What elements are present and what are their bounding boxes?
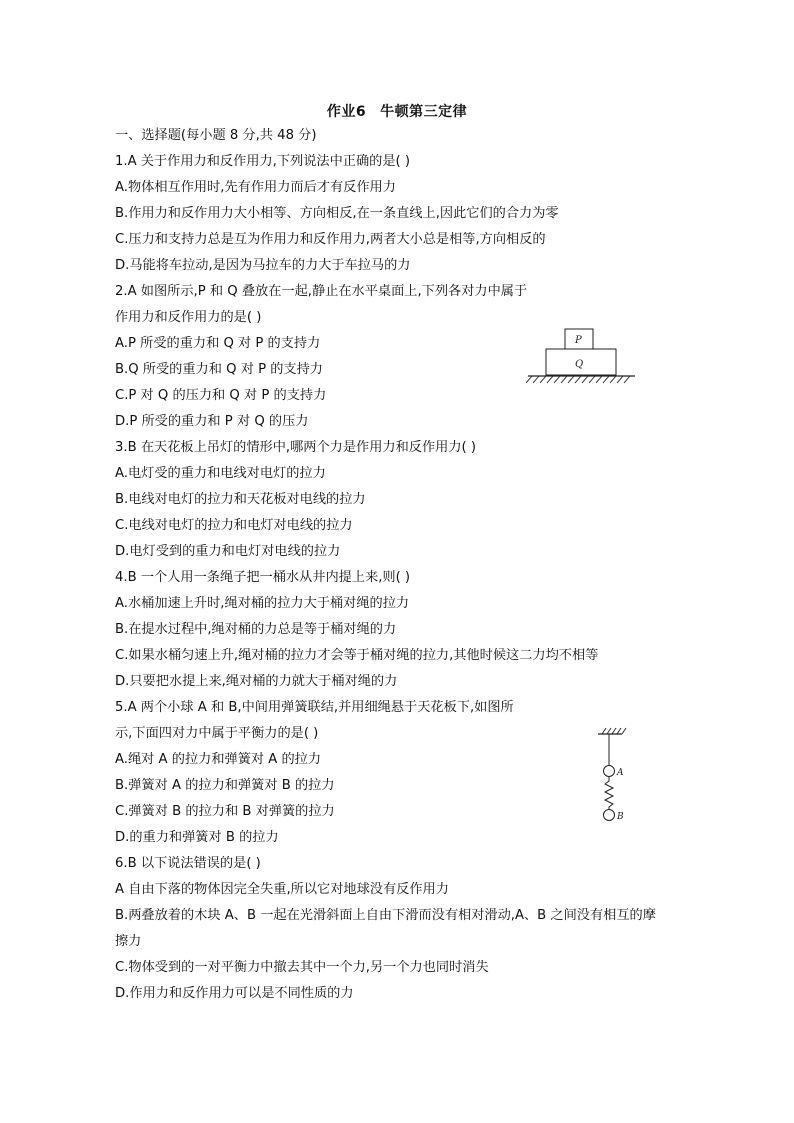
question-2-option-a: A.P 所受的重力和 Q 对 P 的支持力	[115, 336, 321, 351]
question-4-option-c: C.如果水桶匀速上升,绳对桶的拉力才会等于桶对绳的拉力,其他时候这二力均不相等	[115, 648, 599, 663]
question-2-option-c: C.P 对 Q 的压力和 Q 对 P 的支持力	[115, 388, 327, 403]
question-4-option-a: A.水桶加速上升时,绳对桶的拉力大于桶对绳的拉力	[115, 596, 410, 611]
question-5-stem-cont: 示,下面四对力中属于平衡力的是( )	[115, 726, 319, 741]
question-5-option-a: A.绳对 A 的拉力和弹簧对 A 的拉力	[115, 752, 322, 767]
question-6-stem: 6.B 以下说法错误的是( )	[115, 856, 261, 871]
question-5-option-c: C.弹簧对 B 的拉力和 B 对弹簧的拉力	[115, 804, 335, 819]
ball-a	[604, 766, 615, 777]
hatch-line	[602, 728, 606, 734]
question-3-option-a: A.电灯受的重力和电线对电灯的拉力	[115, 466, 326, 481]
page-title	[0, 101, 794, 121]
hatch-line	[617, 376, 623, 383]
question-2-option-b: B.Q 所受的重力和 Q 对 P 的支持力	[115, 362, 323, 377]
block-q-label: Q	[575, 359, 584, 370]
title-topic: 牛顿第三定律	[380, 104, 468, 120]
question-5-option-d: D.的重力和弹簧对 B 的拉力	[115, 830, 279, 845]
figure-hanging-balls	[594, 726, 634, 826]
hatch-line	[596, 376, 602, 383]
title-homework-number: 作业6	[326, 104, 367, 120]
question-1-option-c: C.压力和支持力总是互为作用力和反作用力,两者大小总是相等,方向相反的	[115, 232, 546, 247]
question-4-stem: 4.B 一个人用一条绳子把一桶水从井内提上来,则( )	[115, 570, 411, 585]
question-2-option-d: D.P 所受的重力和 P 对 Q 的压力	[115, 414, 309, 429]
question-1-option-a: A.物体相互作用时,先有作用力而后才有反作用力	[115, 180, 396, 195]
figure-stacked-blocks	[524, 326, 638, 386]
question-4-option-b: B.在提水过程中,绳对桶的力总是等于桶对绳的力	[115, 622, 397, 637]
hatch-line	[610, 376, 616, 383]
hatch-line	[622, 728, 626, 734]
question-3-option-b: B.电线对电灯的拉力和天花板对电线的拉力	[115, 492, 366, 507]
hatch-line	[533, 376, 539, 383]
question-6-option-b: B.两叠放着的木块 A、B 一起在光滑斜面上自由下滑而没有相对滑动,A、B 之间没有相互的摩	[115, 908, 656, 923]
question-6-option-b-cont: 擦力	[115, 934, 142, 949]
hatch-line	[540, 376, 546, 383]
question-5-stem: 5.A 两个小球 A 和 B,中间用弹簧联结,并用细绳悬于天花板下,如图所	[115, 700, 514, 715]
hatch-line	[554, 376, 560, 383]
question-6-option-a: A 自由下落的物体因完全失重,所以它对地球没有反作用力	[115, 882, 449, 897]
ball-a-label: A	[617, 768, 624, 778]
hatch-line	[612, 728, 616, 734]
question-6-option-c: C.物体受到的一对平衡力中撤去其中一个力,另一个力也同时消失	[115, 960, 489, 975]
hatch-line	[547, 376, 553, 383]
hatch-line	[589, 376, 595, 383]
question-1-stem: 1.A 关于作用力和反作用力,下列说法中正确的是( )	[115, 154, 411, 169]
question-2-stem: 2.A 如图所示,P 和 Q 叠放在一起,静止在水平桌面上,下列各对力中属于	[115, 284, 528, 299]
question-6-option-d: D.作用力和反作用力可以是不同性质的力	[115, 986, 354, 1001]
ball-b-label: B	[617, 812, 624, 822]
question-1-option-d: D.马能将车拉动,是因为马拉车的力大于车拉马的力	[115, 258, 411, 273]
block-p-label: P	[575, 335, 582, 346]
table-hatching	[526, 376, 630, 383]
question-3-stem: 3.B 在天花板上吊灯的情形中,哪两个力是作用力和反作用力( )	[115, 440, 476, 455]
hatch-line	[526, 376, 532, 383]
ceiling-hatching	[602, 728, 626, 734]
hatch-line	[568, 376, 574, 383]
section-header: 一、选择题(每小题 8 分,共 48 分)	[115, 128, 317, 143]
hatch-line	[582, 376, 588, 383]
question-3-option-d: D.电灯受到的重力和电灯对电线的拉力	[115, 544, 341, 559]
hatch-line	[624, 376, 630, 383]
hatch-line	[603, 376, 609, 383]
ball-b	[604, 810, 615, 821]
hatch-line	[607, 728, 611, 734]
question-1-option-b: B.作用力和反作用力大小相等、方向相反,在一条直线上,因此它们的合力为零	[115, 206, 559, 221]
question-3-option-c: C.电线对电灯的拉力和电灯对电线的拉力	[115, 518, 353, 533]
spring	[605, 777, 613, 810]
question-4-option-d: D.只要把水提上来,绳对桶的力就大于桶对绳的力	[115, 674, 398, 689]
question-2-stem-cont: 作用力和反作用力的是( )	[115, 310, 262, 325]
hatch-line	[617, 728, 621, 734]
hatch-line	[575, 376, 581, 383]
hatch-line	[561, 376, 567, 383]
question-5-option-b: B.弹簧对 A 的拉力和弹簧对 B 的拉力	[115, 778, 335, 793]
